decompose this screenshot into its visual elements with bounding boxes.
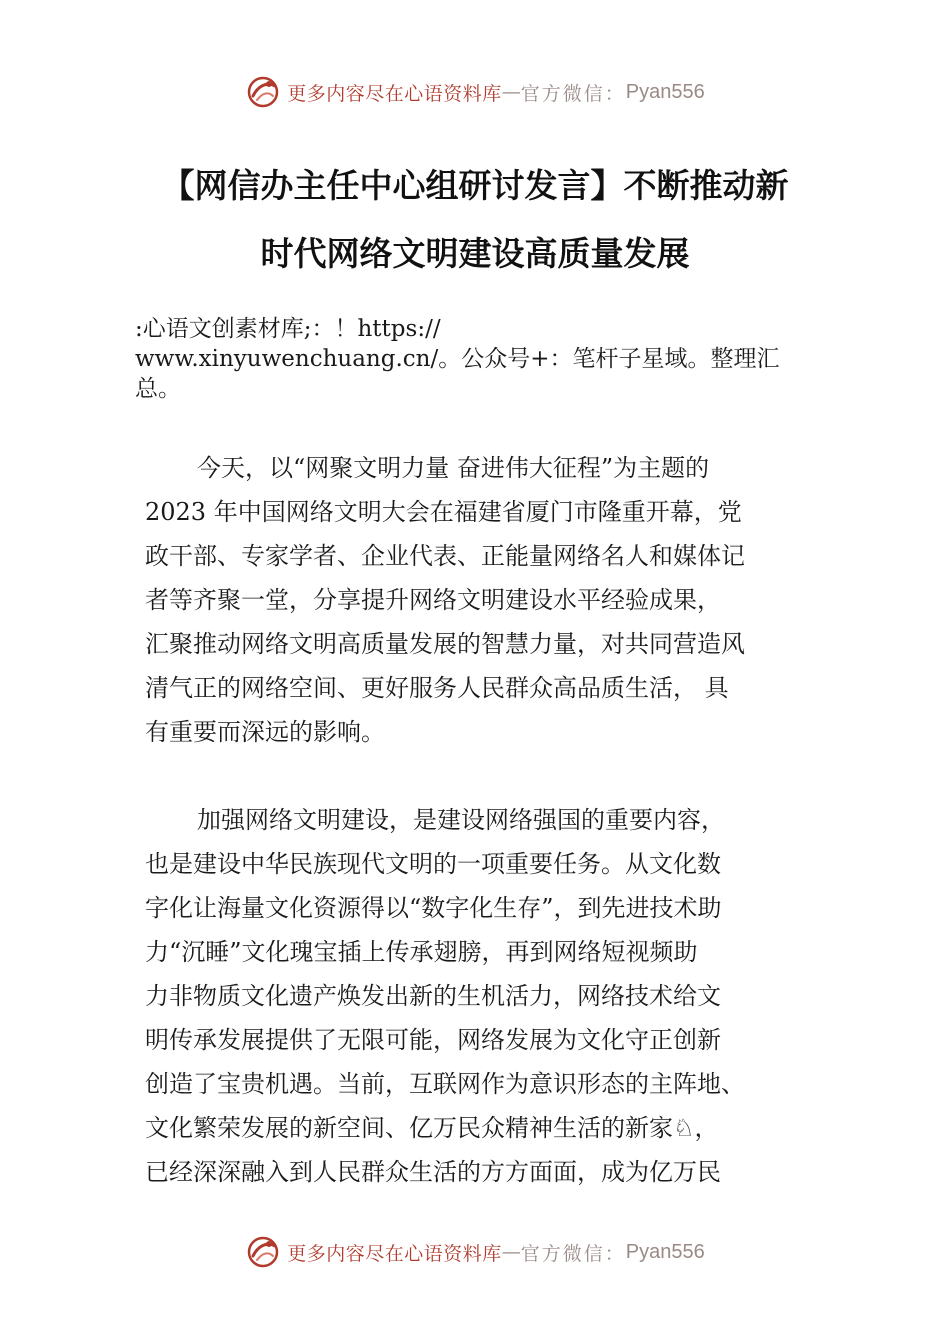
document-title-line-1: 【网信办主任中心组研讨发言】不断推动新 [161, 166, 789, 205]
body-paragraph-2 [145, 798, 825, 1194]
banner-wechat-label: 官方微信： [520, 1242, 626, 1265]
paragraph-line: 清气正的网络空间、更好服务人民群众高品质生活， 具 [145, 674, 729, 702]
xinyu-logo-icon [245, 74, 281, 110]
source-line: www.xinyuwenchuang.cn/。公众号+：笔杆子星域。整理汇 [135, 346, 780, 372]
paragraph-line: 加强网络文明建设，是建设网络强国的重要内容， [197, 806, 725, 834]
paragraph-line: 政干部、专家学者、企业代表、正能量网络名人和媒体记 [145, 542, 745, 570]
paragraph-line: 今天，以“网聚文明力量 奋进伟大征程”为主题的 [197, 454, 710, 482]
paragraph-line: 创造了宝贵机遇。当前，互联网作为意识形态的主阵地、 [145, 1070, 745, 1098]
paragraph-line: 汇聚推动网络文明高质量发展的智慧力量，对共同营造风 [145, 630, 745, 658]
banner-wechat-id: Pyan556 [625, 80, 705, 103]
footer-banner [0, 1230, 950, 1274]
paragraph-line: 明传承发展提供了无限可能，网络发展为文化守正创新 [145, 1026, 721, 1054]
paragraph-line: 2023 年中国网络文明大会在福建省厦门市隆重开幕，党 [145, 498, 742, 526]
banner-separator: — [501, 1241, 521, 1263]
header-banner [0, 70, 950, 114]
source-note [135, 314, 830, 404]
banner-wechat-id: Pyan556 [625, 1240, 705, 1263]
paragraph-line: 力非物质文化遗产焕发出新的生机活力，网络技术给文 [145, 982, 721, 1010]
banner-wechat-label: 官方微信： [520, 82, 626, 105]
paragraph-line: 有重要而深远的影响。 [145, 718, 385, 746]
paragraph-line: 力“沉睡”文化瑰宝插上传承翅膀，再到网络短视频助 [145, 938, 698, 966]
paragraph-line: 已经深深融入到人民群众生活的方方面面，成为亿万民 [145, 1158, 721, 1186]
paragraph-line: 文化繁荣发展的新空间、亿万民众精神生活的新家♘， [145, 1114, 719, 1142]
banner-library-text: 更多内容尽在心语资料库 [287, 1242, 502, 1265]
source-line: 总。 [135, 376, 181, 402]
banner-library-text: 更多内容尽在心语资料库 [287, 82, 502, 105]
document-title-line-2: 时代网络文明建设高质量发展 [260, 234, 690, 273]
paragraph-line: 也是建设中华民族现代文明的一项重要任务。从文化数 [145, 850, 721, 878]
paragraph-line: 字化让海量文化资源得以“数字化生存”，到先进技术助 [145, 894, 722, 922]
xinyu-logo-icon [245, 1234, 281, 1270]
paragraph-line: 者等齐聚一堂，分享提升网络文明建设水平经验成果， [145, 586, 721, 614]
source-line: :心语文创素材库;：！https:// [135, 316, 441, 342]
banner-separator: — [501, 81, 521, 103]
body-paragraph-1 [145, 446, 825, 754]
